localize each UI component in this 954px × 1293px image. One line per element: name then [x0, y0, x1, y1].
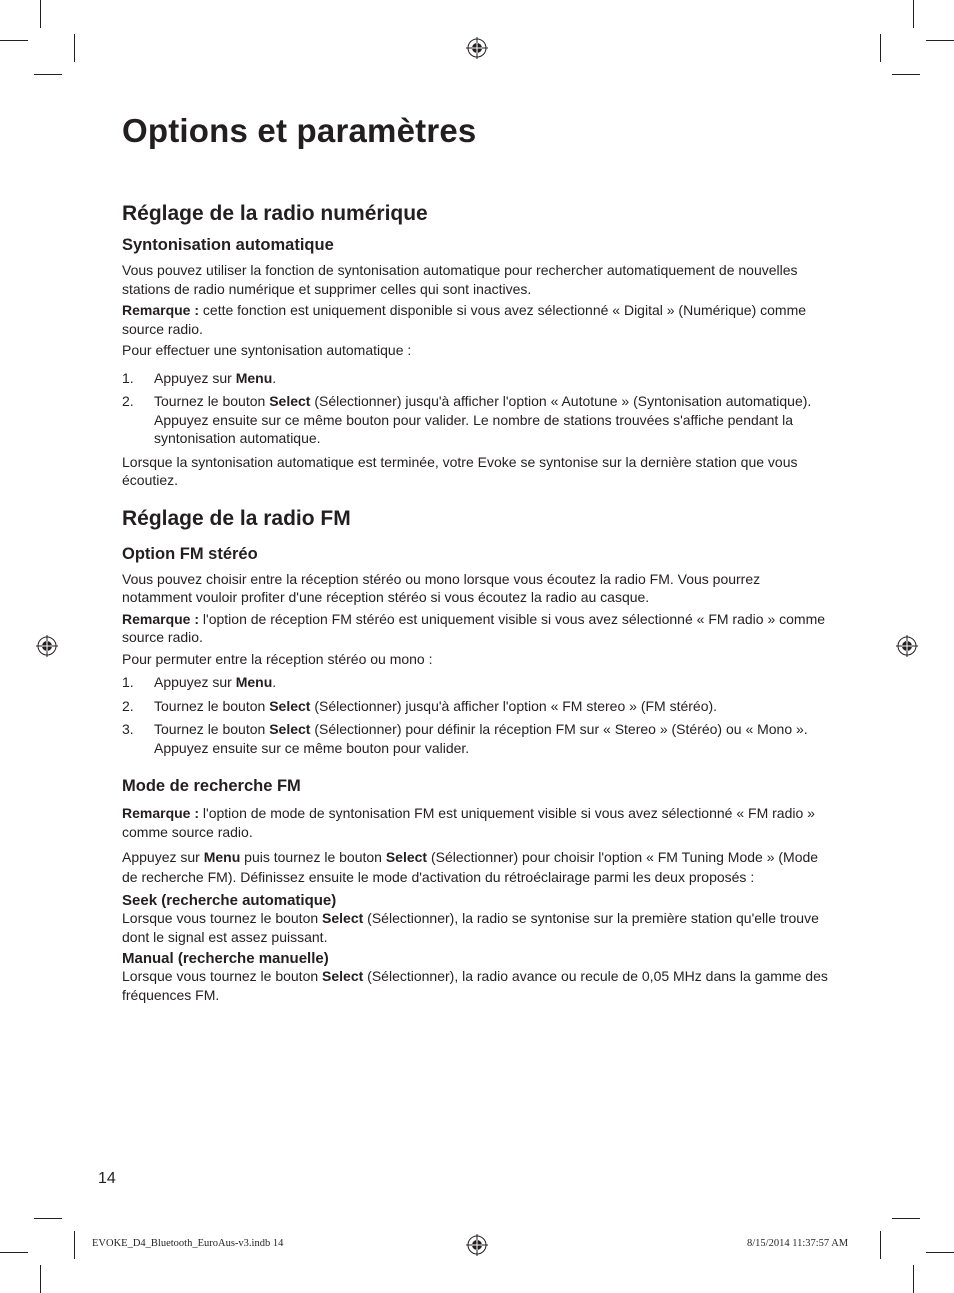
page-number: 14 [98, 1170, 116, 1187]
paragraph: Vous pouvez utiliser la fonction de syntonisation automatique pour rechercher automatiquement de nouvelles stations de radio numérique et supprimer celles qui sont inactives. [122, 262, 798, 297]
crop-mark [913, 1265, 914, 1293]
file-slug: EVOKE_D4_Bluetooth_EuroAus-v3.indb 14 [92, 1238, 284, 1249]
note-text: cette fonction est uniquement disponible si vous avez sélectionné « Digital » (Numérique) comme source radio. [122, 302, 807, 337]
option-text: Lorsque vous tournez le bouton [122, 968, 323, 984]
step-text: (Sélectionner) jusqu'à afficher l'option « FM stereo » (FM stéréo). [310, 697, 718, 714]
note-paragraph [122, 804, 834, 841]
step-text: Appuyez sur [154, 674, 236, 690]
crop-mark [892, 74, 920, 75]
step-keyword: Select [269, 721, 311, 737]
list-item [122, 697, 834, 716]
paragraph [122, 967, 837, 1004]
note-paragraph [122, 301, 834, 338]
subsection-heading: Syntonisation automatique [122, 236, 334, 254]
crop-mark [0, 1252, 28, 1253]
option-text: Lorsque vous tournez le bouton [122, 910, 323, 926]
crop-mark [74, 1231, 75, 1259]
instruction-text: Appuyez sur [122, 849, 204, 865]
paragraph [122, 909, 834, 946]
note-text: l'option de mode de syntonisation FM est uniquement visible si vous avez sélectionné « FM radio » comme source radio. [122, 805, 815, 840]
registration-mark-icon [466, 37, 488, 59]
crop-mark [40, 0, 41, 28]
steps-list [122, 673, 834, 757]
note-text: l'option de réception FM stéréo est uniquement visible si vous avez sélectionné « FM radio » comme source radio. [122, 610, 826, 645]
option-text: (Sélectionner), la radio se syntonise sur la première station qu'elle trouve dont le signal est assez puissant. [122, 910, 819, 945]
paragraph: Lorsque la syntonisation automatique est terminée, votre Evoke se syntonise sur la dernière station que vous écoutiez. [122, 453, 798, 488]
crop-mark [926, 40, 954, 41]
subsection-heading: Option FM stéréo [122, 544, 258, 563]
step-number: 2. [122, 697, 134, 714]
print-timestamp: 8/15/2014 11:37:57 AM [747, 1238, 849, 1249]
step-number: 1. [122, 369, 134, 386]
step-number: 1. [122, 674, 134, 690]
step-text: (Sélectionner) jusqu'à afficher l'option « Autotune » (Syntonisation automatique). Appuyez ensuite sur ce même bouton pour valider. Le nombre de stations trouvées s'affiche pendant la syntonisation automatique. [154, 393, 812, 446]
list-item [122, 392, 834, 448]
step-keyword: Menu [235, 674, 273, 690]
instruction-text: puis tournez le bouton [240, 849, 386, 865]
crop-mark [40, 1265, 41, 1293]
step-text: Tournez le bouton [154, 393, 270, 409]
list-item [122, 369, 834, 388]
step-number: 2. [122, 393, 134, 409]
paragraph: Pour permuter entre la réception stéréo ou mono : [122, 650, 433, 667]
step-keyword: Select [269, 697, 311, 714]
note-label: Remarque : [122, 805, 200, 821]
crop-mark [926, 1252, 954, 1253]
instruction-keyword: Select [385, 849, 428, 865]
section-fm [122, 507, 834, 1005]
note-paragraph [122, 610, 834, 647]
step-number: 3. [122, 721, 134, 737]
step-keyword: Select [269, 393, 311, 409]
step-keyword: Menu [235, 369, 273, 386]
crop-mark [34, 74, 62, 75]
section-heading: Réglage de la radio numérique [122, 202, 428, 225]
option-heading: Seek (recherche automatique) [122, 892, 337, 909]
crop-mark [913, 0, 914, 28]
steps-list [122, 369, 834, 448]
registration-mark-icon [896, 635, 918, 657]
crop-mark [0, 40, 28, 41]
option-text: (Sélectionner), la radio avance ou recule de 0,05 MHz dans la gamme des fréquences FM. [122, 968, 828, 1003]
registration-mark-icon [466, 1234, 488, 1256]
subsection-heading: Mode de recherche FM [122, 777, 301, 795]
note-label: Remarque : [122, 302, 200, 318]
option-heading: Manual (recherche manuelle) [122, 950, 329, 967]
paragraph: Vous pouvez choisir entre la réception stéréo ou mono lorsque vous écoutez la radio FM. Vous pourrez notamment vouloir profiter d'une réception stéréo si vous écoutez la radio au casque. [122, 570, 761, 605]
paragraph [122, 847, 834, 887]
crop-mark [880, 34, 881, 62]
step-text: Tournez le bouton [154, 697, 270, 714]
paragraph: Pour effectuer une syntonisation automatique : [122, 342, 412, 358]
list-item [122, 720, 834, 757]
section-heading: Réglage de la radio FM [122, 506, 351, 530]
instruction-text: (Sélectionner) pour choisir l'option « FM Tuning Mode » (Mode de recherche FM). Définissez ensuite le mode d'activation du rétroéclairage parmi les deux proposés : [122, 849, 819, 885]
page-title: Options et paramètres [122, 112, 477, 149]
step-text: (Sélectionner) pour définir la réception FM sur « Stereo » (Stéréo) ou « Mono ». Appuyez ensuite sur ce même bouton pour valider. [154, 721, 808, 756]
instruction-keyword: Menu [203, 849, 241, 865]
step-text: Appuyez sur [154, 369, 236, 386]
section-dab [122, 202, 834, 490]
step-text: . [272, 369, 277, 386]
step-text: . [272, 674, 277, 690]
page-content [122, 202, 834, 1007]
crop-mark [74, 34, 75, 62]
crop-mark [880, 1231, 881, 1259]
crop-mark [34, 1218, 62, 1219]
option-keyword: Select [322, 968, 364, 984]
list-item [122, 673, 834, 692]
step-text: Tournez le bouton [154, 721, 270, 737]
crop-mark [892, 1218, 920, 1219]
option-keyword: Select [322, 910, 364, 926]
note-label: Remarque : [122, 610, 200, 627]
registration-mark-icon [36, 635, 58, 657]
